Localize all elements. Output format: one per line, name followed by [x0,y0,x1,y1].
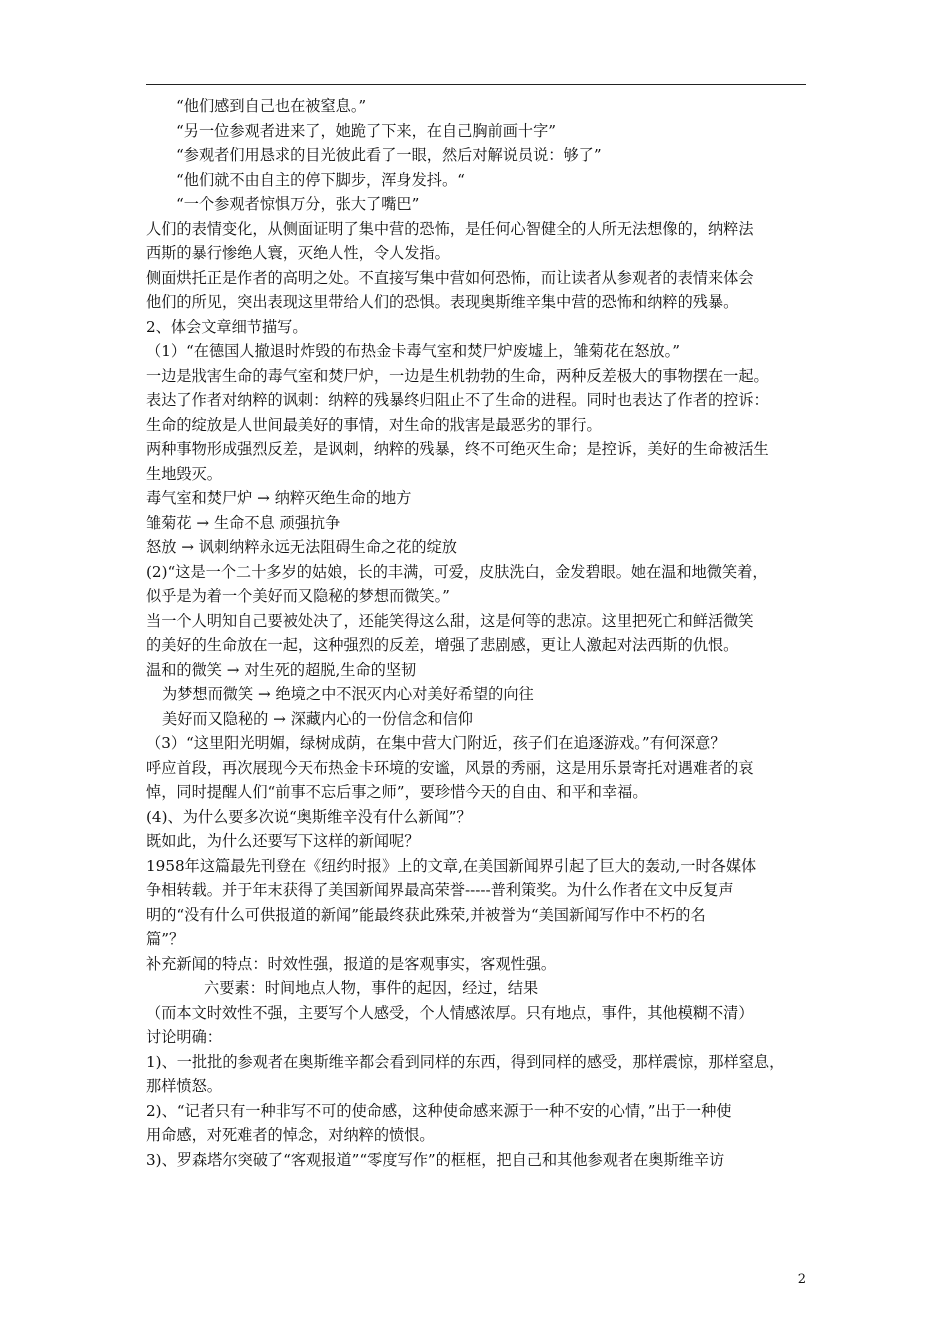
mapping-line: 毒气室和焚尸炉 → 纳粹灭绝生命的地方 [146,489,412,507]
paragraph-line: 明的“没有什么可供报道的新闻”能最终获此殊荣,并被誉为“美国新闻写作中不朽的名 [146,905,706,924]
header-rule [146,84,806,85]
discussion-point: 那样愤怒。 [146,1077,222,1095]
discussion-point: 3)、罗森塔尔突破了“客观报道”“零度写作”的框框，把自己和其他参观者在奥斯维辛访 [146,1150,725,1169]
paragraph-line: 1958年这篇最先刊登在《纽约时报》上的文章,在美国新闻界引起了巨大的轰动,一时各媒体 [146,856,757,875]
paragraph-line: 两种事物形成强烈反差，是讽刺，纳粹的残暴，终不可绝灭生命；是控诉，美好的生命被活生 [146,440,769,458]
paragraph-line: 他们的所见，突出表现这里带给人们的恐惧。表现奥斯维辛集中营的恐怖和纳粹的残暴。 [146,293,739,311]
paragraph-line: 的美好的生命放在一起，这种强烈的反差，增强了悲剧感，更让人激起对法西斯的仇恨。 [146,636,739,654]
paragraph-line: 人们的表情变化，从侧面证明了集中营的恐怖，是任何心智健全的人所无法想像的，纳粹法 [146,219,754,238]
mapping-line: 美好而又隐秘的 → 深藏内心的一份信念和信仰 [162,709,473,728]
quote-line: “他们就不由自主的停下脚步，浑身发抖。“ [176,170,465,189]
paragraph-line: 呼应首段，再次展现今天布热金卡环境的安谧，风景的秀丽，这是用乐景寄托对遇难者的哀 [146,758,754,777]
detail-quote-1: （1）“在德国人撤退时炸毁的布热金卡毒气室和焚尸炉废墟上，雏菊花在怒放。” [146,342,680,360]
quote-line: “他们感到自己也在被窒息。” [176,97,367,115]
question-line: 既如此，为什么还要写下这样的新闻呢？ [146,832,420,850]
quote-line: “参观者们用恳求的目光彼此看了一眼，然后对解说员说：够了” [176,146,602,164]
mapping-line: 怒放 → 讽刺纳粹永远无法阻碍生命之花的绽放 [146,538,457,556]
section-heading: 2、体会文章细节描写。 [146,317,308,336]
paragraph-line: 一边是戕害生命的毒气室和焚尸炉，一边是生机勃勃的生命，两种反差极大的事物摆在一起。 [146,366,769,385]
news-features: 补充新闻的特点：时效性强，报道的是客观事实，客观性强。 [146,954,557,973]
paragraph-line: 争相转载。并于年末获得了美国新闻界最高荣誉-----普利策奖。为什么作者在文中反复声 [146,881,734,899]
detail-quote-2: (2)“这是一个二十多岁的姑娘，长的丰满，可爱，皮肤洗白，金发碧眼。她在温和地微笑着， [146,562,768,581]
paragraph-line: 当一个人明知自己要被处决了，还能笑得这么甜，这是何等的悲凉。这里把死亡和鲜活微笑 [146,611,754,630]
discussion-heading: 讨论明确： [146,1028,222,1046]
paragraph-line: 侧面烘托正是作者的高明之处。不直接写集中营如何恐怖，而让读者从参观者的表情来体会 [146,268,754,287]
quote-line: “一个参观者惊惧万分，张大了嘴巴” [176,195,420,213]
discussion-point: 1)、一批批的参观者在奥斯维辛都会看到同样的东西，得到同样的感受，那样震惊，那样窒息， [146,1052,785,1071]
paren-note: （而本文时效性不强，主要写个人感受，个人情感浓厚。只有地点，事件，其他模糊不清） [146,1003,754,1022]
mapping-line: 为梦想而微笑 → 绝境之中不泯灭内心对美好希望的向往 [162,685,534,703]
paragraph-line: 表达了作者对纳粹的讽刺：纳粹的残暴终归阻止不了生命的进程。同时也表达了作者的控诉： [146,391,769,409]
paragraph-line: 西斯的暴行惨绝人寰，灭绝人性，令人发指。 [146,244,450,262]
detail-quote-2: 似乎是为着一个美好而又隐秘的梦想而微笑。” [146,587,450,605]
mapping-line: 雏菊花 → 生命不息 顽强抗争 [146,513,341,532]
quote-line: “另一位参观者进来了，她跪了下来，在自己胸前画十字” [176,121,557,140]
document-body [146,94,812,1172]
paragraph-line: 生命的绽放是人世间最美好的事情，对生命的戕害是最恶劣的罪行。 [146,415,602,434]
discussion-point: 用命感，对死难者的悼念，对纳粹的愤恨。 [146,1126,435,1144]
detail-quote-3: （3）“这里阳光明媚，绿树成荫，在集中营大门附近，孩子们在追逐游戏。”有何深意？ [146,734,726,752]
question-line: (4)、为什么要多次说“奥斯维辛没有什么新闻”？ [146,807,472,826]
mapping-line: 温和的微笑 → 对生死的超脱,生命的坚韧 [146,660,417,679]
paragraph-line: 生地毁灭。 [146,464,222,483]
paragraph-line: 悼，同时提醒人们“前事不忘后事之师”，要珍惜今天的自由、和平和幸福。 [146,783,648,801]
paragraph-line: 篇”？ [146,930,185,948]
discussion-point: 2)、“记者只有一种非写不可的使命感，这种使命感来源于一种不安的心情，”出于一种使 [146,1101,732,1120]
page-number: 2 [797,1272,806,1287]
six-elements: 六要素：时间地点人物，事件的起因，经过，结果 [204,979,539,997]
